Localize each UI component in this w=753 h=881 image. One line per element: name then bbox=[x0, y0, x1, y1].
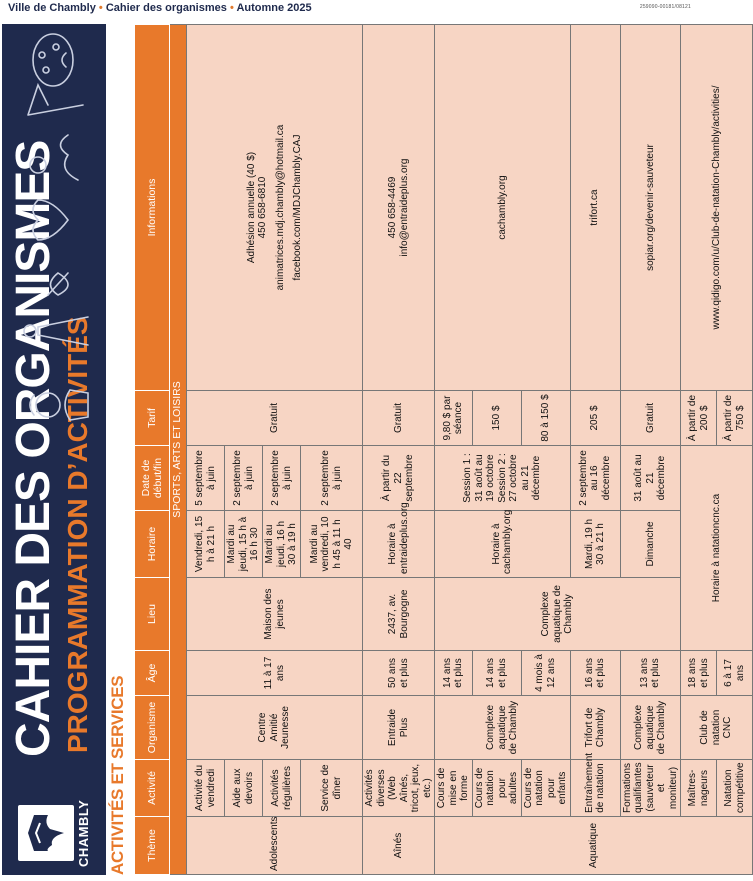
tarif-cell: Gratuit bbox=[187, 391, 363, 446]
header-season: Automne 2025 bbox=[236, 2, 312, 14]
column-header: Tarif bbox=[135, 391, 170, 446]
logo-wordmark: CHAMBLY bbox=[76, 799, 91, 867]
table-row bbox=[363, 25, 435, 875]
age-cell: 50 ans et plus bbox=[363, 651, 435, 696]
horaire-cell: Horaire à natationcnc.ca bbox=[681, 446, 753, 651]
age-cell: 14 ans et plus bbox=[435, 651, 473, 696]
theme-cell: Aînés bbox=[363, 817, 435, 875]
category-band-row bbox=[170, 25, 187, 875]
banner bbox=[2, 24, 106, 875]
activity-cell: Maîtres-nageurs bbox=[681, 760, 717, 817]
info-email[interactable]: info@entraideplus.org bbox=[398, 158, 410, 257]
column-header: Thème bbox=[135, 817, 170, 875]
organisme-cell: Entraide Plus bbox=[363, 696, 435, 760]
activity-cell: Activités régulières bbox=[263, 760, 301, 817]
theme-cell: Aquatique bbox=[435, 817, 753, 875]
info-email[interactable]: animatrices.mdj.chambly@hotmail.ca bbox=[274, 124, 286, 291]
age-cell: 13 ans et plus bbox=[620, 651, 681, 696]
lieu-cell: Maison des jeunes bbox=[187, 578, 363, 651]
age-cell: 4 mois à 12 ans bbox=[521, 651, 570, 696]
document-code: 259090-00181/08121 bbox=[639, 4, 691, 10]
column-header: Horaire bbox=[135, 511, 170, 578]
info-link[interactable]: www.qidigo.com/u/Club-de-natation-Chambly/activities/ bbox=[681, 25, 753, 391]
table-row bbox=[570, 25, 620, 875]
date-cell: 2 septembre à juin bbox=[301, 446, 363, 511]
info-link[interactable]: sopiar.org/devenir-sauveteur bbox=[620, 25, 681, 391]
column-header: Activité bbox=[135, 760, 170, 817]
tarif-cell: Gratuit bbox=[363, 391, 435, 446]
info-line: 450 658-4469 bbox=[387, 176, 398, 239]
table-header-row bbox=[135, 25, 170, 875]
table-row bbox=[435, 25, 473, 875]
organisme-cell: Complexe aquatique de Chambly bbox=[620, 696, 681, 760]
info-link[interactable]: facebook.com/MDJChambly.CAJ bbox=[292, 134, 303, 281]
theme-cell: Adolescents bbox=[187, 817, 363, 875]
separator-dot: • bbox=[98, 2, 103, 14]
info-cell bbox=[363, 25, 435, 391]
activity-cell: Activité du vendredi bbox=[187, 760, 225, 817]
horaire-cell: Dimanche bbox=[620, 511, 681, 578]
logo-emblem-icon bbox=[18, 805, 74, 861]
activity-cell: Natation compétitive bbox=[717, 760, 753, 817]
age-cell: 18 ans et plus bbox=[681, 651, 717, 696]
horaire-cell: Horaire à entraideplus.org bbox=[363, 511, 435, 578]
horaire-cell: Mardi au jeudi, 15 h à 16 h 30 bbox=[225, 511, 263, 578]
tarif-cell: 9,80 $ par séance bbox=[435, 391, 473, 446]
tarif-cell: 150 $ bbox=[472, 391, 521, 446]
running-header bbox=[0, 0, 697, 18]
activity-cell: Activités diverses (Web Aînés, tricot, jeux, etc.) bbox=[363, 760, 435, 817]
lieu-cell: 2437, av. Bourgogne bbox=[363, 578, 435, 651]
activity-cell: Cours de natation pour adultes bbox=[472, 760, 521, 817]
date-cell: 2 septembre à juin bbox=[263, 446, 301, 511]
header-breadcrumb bbox=[8, 2, 312, 14]
column-header: Âge bbox=[135, 651, 170, 696]
organisme-cell: Centre Amitié Jeunesse bbox=[187, 696, 363, 760]
date-cell: À partir du 22 septembre bbox=[363, 446, 435, 511]
tarif-cell: 80 à 150 $ bbox=[521, 391, 570, 446]
table-row bbox=[620, 25, 681, 875]
age-cell: 11 à 17 ans bbox=[187, 651, 363, 696]
info-link[interactable]: cachambly.org bbox=[435, 25, 571, 391]
age-cell: 14 ans et plus bbox=[472, 651, 521, 696]
organisme-cell: Club de natation CNC bbox=[681, 696, 753, 760]
tarif-cell: À partir de 200 $ bbox=[681, 391, 717, 446]
organisme-cell: Complexe aquatique de Chambly bbox=[435, 696, 571, 760]
horaire-cell: Mardi, 19 h 30 à 21 h bbox=[570, 511, 620, 578]
column-header: Informations bbox=[135, 25, 170, 391]
separator-dot: • bbox=[229, 2, 234, 14]
section-title: ACTIVITÉS ET SERVICES bbox=[108, 675, 127, 875]
activity-cell: Aide aux devoirs bbox=[225, 760, 263, 817]
tarif-cell: À partir de 750 $ bbox=[717, 391, 753, 446]
column-header: Organisme bbox=[135, 696, 170, 760]
leisure-doodles-icon bbox=[8, 25, 103, 445]
activity-cell: Service de dîner bbox=[301, 760, 363, 817]
info-cell bbox=[187, 25, 363, 391]
date-cell: Session 1 : 31 août au 19 octobre Session 2 : 27 octobre au 21 décembre bbox=[435, 446, 571, 511]
rotated-page bbox=[0, 18, 746, 881]
tarif-cell: 205 $ bbox=[570, 391, 620, 446]
horaire-cell: Mardi au jeudi, 16 h 30 à 19 h bbox=[263, 511, 301, 578]
activity-cell: Entraînement de natation bbox=[570, 760, 620, 817]
header-doc: Cahier des organismes bbox=[105, 2, 227, 14]
lieu-cell: Complexe aquatique de Chambly bbox=[435, 578, 681, 651]
category-band: SPORTS, ARTS ET LOISIRS bbox=[170, 25, 187, 875]
date-cell: 2 septembre à juin bbox=[225, 446, 263, 511]
page-title: CAHIER DES ORGANISMES bbox=[7, 140, 60, 757]
column-header: Lieu bbox=[135, 578, 170, 651]
date-cell: 31 août au 21 décembre bbox=[620, 446, 681, 511]
date-cell: 5 septembre à juin bbox=[187, 446, 225, 511]
horaire-cell: Mardi au vendredi, 10 h 45 à 11 h 40 bbox=[301, 511, 363, 578]
info-line: Adhésion annuelle (40 $) bbox=[245, 151, 257, 264]
table-row bbox=[681, 25, 717, 875]
horaire-cell: Horaire à cachambly.org bbox=[435, 511, 571, 578]
header-org: Ville de Chambly bbox=[8, 2, 96, 14]
chambly-logo bbox=[14, 781, 100, 867]
activity-cell: Cours de mise en forme bbox=[435, 760, 473, 817]
age-cell: 16 ans et plus bbox=[570, 651, 620, 696]
activity-cell: Cours de natation pour enfants bbox=[521, 760, 570, 817]
organisme-cell: Trifort de Chambly bbox=[570, 696, 620, 760]
age-cell: 6 à 17 ans bbox=[717, 651, 753, 696]
horaire-cell: Vendredi, 15 h à 21 h bbox=[187, 511, 225, 578]
page-subtitle: PROGRAMMATION D’ACTIVITÉS bbox=[62, 316, 93, 753]
activity-cell: Formations qualifiantes (sauveteur et moniteur) bbox=[620, 760, 681, 817]
activities-table bbox=[134, 24, 753, 875]
column-header: Date de début/fin bbox=[135, 446, 170, 511]
date-cell: 2 septembre au 16 décembre bbox=[570, 446, 620, 511]
info-link[interactable]: trifort.ca bbox=[570, 25, 620, 391]
tarif-cell: Gratuit bbox=[620, 391, 681, 446]
info-line: 450 658-6810 bbox=[257, 176, 268, 239]
table-row bbox=[187, 25, 225, 875]
